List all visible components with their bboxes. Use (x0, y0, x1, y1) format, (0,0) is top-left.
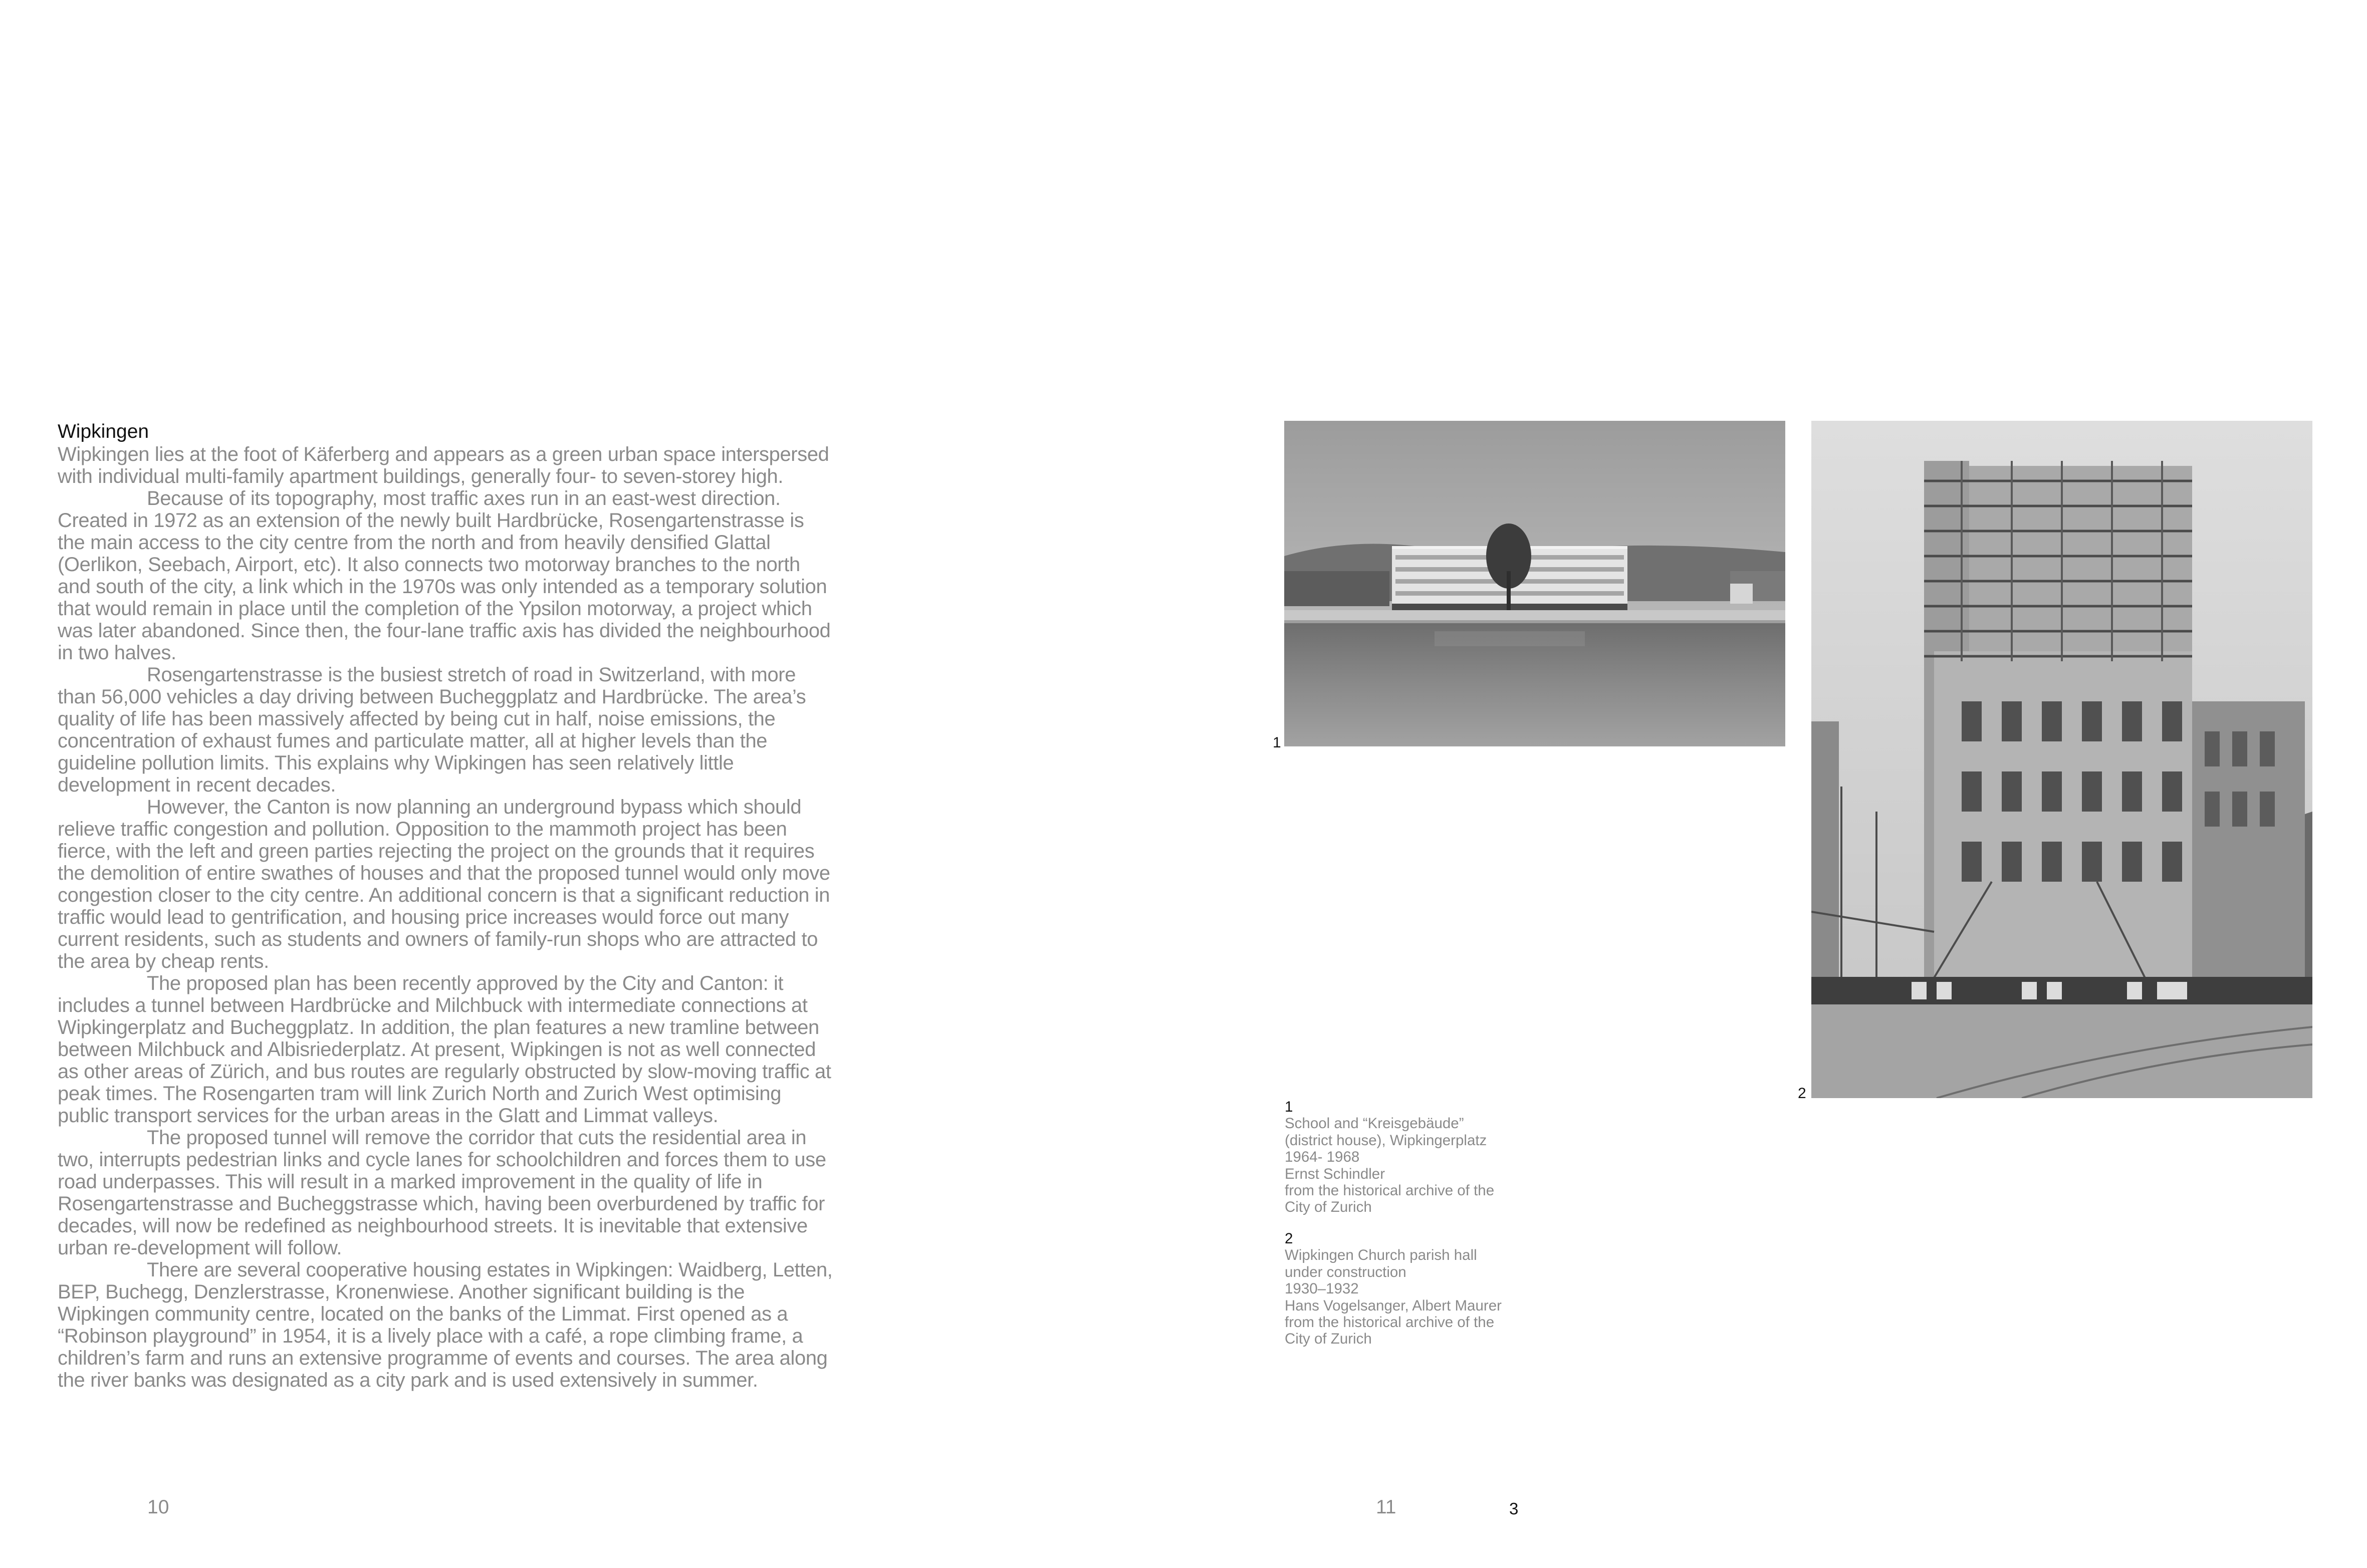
body-paragraph: There are several cooperative housing estates in Wipkingen: Waidberg, Letten, BEP, Buchegg, Denzlerstrasse, Kronenwiese. Another significant building is the Wipkingen community centre, located on the banks of the Limmat. First opened as a “Robinson playground” in 1954, it is a lively place with a café, a rope climbing frame, a children’s farm and runs an extensive programme of events and courses. The area along the river banks was designated as a city park and is used extensively in summer. (58, 1259, 833, 1391)
church-hall-construction-photo (1811, 421, 2312, 1098)
page-number-right: 11 (1376, 1496, 1396, 1518)
caption-line: from the historical archive of the (1285, 1182, 1495, 1199)
caption-line: City of Zurich (1285, 1331, 1372, 1348)
caption-line: Hans Vogelsanger, Albert Maurer (1285, 1297, 1502, 1314)
caption-line: under construction (1285, 1263, 1406, 1280)
page-number-left: 10 (147, 1496, 169, 1518)
body-paragraph: The proposed tunnel will remove the corridor that cuts the residential area in two, interrupts pedestrian links and cycle lanes for schoolchildren and forces them to use road underpasses. This will result in a marked improvement in the quality of life in Rosengartenstrasse and Bucheggstrasse which, having been overburdened by traffic for decades, will now be redefined as neighbourhood streets. It is inevitable that extensive urban re-development will follow. (58, 1127, 826, 1259)
caption-line: City of Zurich (1285, 1199, 1372, 1216)
school-building-photo (1284, 421, 1785, 746)
body-paragraph: The proposed plan has been recently approved by the City and Canton: it includes a tunnel between Hardbrücke and Milchbuck with intermediate connections at Wipkingerplatz and Bucheggplatz. In addition, the plan features a new tramline between between Milchbuck and Albisriederplatz. At present, Wipkingen is not as well connected as other areas of Zürich, and bus routes are regularly obstructed by slow-moving traffic at peak times. The Rosengarten tram will link Zurich North and Zurich West optimising public transport services for the urban areas in the Glatt and Limmat valleys. (58, 972, 831, 1127)
caption-figure-1 (1285, 1099, 1545, 1216)
figure-1-number: 1 (1273, 734, 1281, 751)
caption-line: (district house), Wipkingerplatz (1285, 1132, 1487, 1149)
caption-line: from the historical archive of the (1285, 1314, 1495, 1331)
figure-2-photo (1811, 421, 2312, 1098)
caption-line: Wipkingen Church parish hall (1285, 1247, 1477, 1264)
body-paragraph: Wipkingen lies at the foot of Käferberg and appears as a green urban space interspersed with individual multi-family apartment buildings, generally four- to seven-storey high. (58, 443, 829, 487)
body-paragraph: However, the Canton is now planning an underground bypass which should relieve traffic congestion and pollution. Opposition to the mammoth project has been fierce, with the left and green parties rejecting the project on the grounds that it requires the demolition of entire swathes of houses and that the proposed tunnel would only move congestion closer to the city centre. An additional concern is that a significant reduction in traffic would lead to gentrification, and housing price increases would force out many current residents, such as students and owners of family-run shops who are attracted to the area by cheap rents. (58, 796, 830, 972)
caption-line: 1930–1932 (1285, 1280, 1359, 1297)
caption-line: Ernst Schindler (1285, 1165, 1385, 1182)
sheet-number: 3 (1509, 1499, 1519, 1518)
caption-figure-2 (1285, 1230, 1545, 1348)
figure-1-photo (1284, 421, 1785, 746)
figure-2-number: 2 (1798, 1085, 1806, 1102)
caption-line: 1964- 1968 (1285, 1149, 1360, 1166)
body-paragraph: Because of its topography, most traffic axes run in an east-west direction. Created in 1972 as an extension of the newly built Hardbrücke, Rosengartenstrasse is the main access to the city centre from the north and from heavily densified Glattal (Oerlikon, Seebach, Airport, etc). It also connects two motorway branches to the north and south of the city, a link which in the 1970s was only intended as a temporary solution that would remain in place until the completion of the Ypsilon motorway, a project which was later abandoned. Since then, the four-lane traffic axis has divided the neighbourhood in two halves. (58, 487, 831, 664)
article-title: Wipkingen (58, 421, 149, 442)
body-paragraph: Rosengartenstrasse is the busiest stretch of road in Switzerland, with more than 56,000 vehicles a day driving between Bucheggplatz and Hardbrücke. The area’s quality of life has been massively affected by being cut in half, noise emissions, the concentration of exhaust fumes and particulate matter, all at higher levels than the guideline pollution limits. This explains why Wipkingen has seen relatively little development in recent decades. (58, 664, 806, 796)
caption-number: 1 (1285, 1099, 1293, 1115)
article-body (58, 443, 834, 1391)
caption-line: School and “Kreisgebäude” (1285, 1115, 1464, 1132)
caption-number: 2 (1285, 1230, 1293, 1247)
